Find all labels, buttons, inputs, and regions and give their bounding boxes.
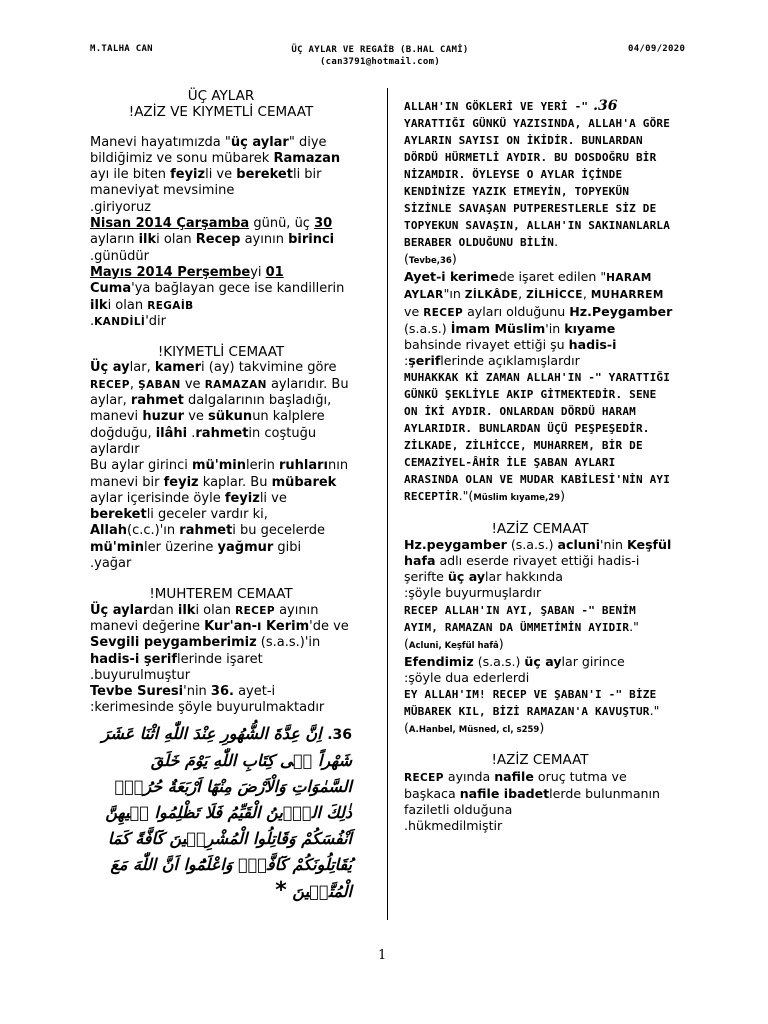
text-run: üç ay xyxy=(524,653,562,669)
paragraph-date-2 xyxy=(90,265,352,330)
text-run: i olan xyxy=(107,297,148,313)
text-run: Mayıs 2014 Perşembe xyxy=(90,264,251,280)
text-run: dalgalarının başladığı, manevi xyxy=(90,393,332,425)
text-run: (s.a.s.)'in xyxy=(256,635,321,651)
paragraph-muminler xyxy=(90,458,352,572)
text-run: 'in xyxy=(545,320,565,336)
section-title-kiymetli: !KIYMETLİ CEMAAT xyxy=(157,344,285,361)
text-run: : xyxy=(404,353,409,369)
text-run: lar girince xyxy=(561,653,625,669)
paragraph-haram-aylar xyxy=(404,269,676,369)
text-run: bereket xyxy=(90,507,147,523)
text-run: kıyame xyxy=(564,320,616,336)
text-run: i bu gecelerde xyxy=(232,523,326,539)
text-run: huzur xyxy=(142,409,185,425)
hadith-recep-allah xyxy=(404,602,676,654)
header-email: (can3791@hotmail.com) xyxy=(319,57,441,67)
text-run: REGAİB xyxy=(147,299,194,312)
text-run: ."( xyxy=(404,703,660,736)
text-run: Manevi hayatımızda " xyxy=(90,134,231,150)
text-run: .hükmedilmiştir xyxy=(404,818,503,834)
header-date: 04/09/2020 xyxy=(628,44,686,54)
text-run: li ve xyxy=(259,490,287,506)
text-run: . xyxy=(90,313,95,329)
text-run: Ayet-i kerime xyxy=(404,269,499,285)
right-column xyxy=(404,88,676,834)
text-run: sükun xyxy=(208,409,253,425)
text-run: Kur'an-ı Kerim xyxy=(204,618,310,634)
text-run: lerde bulunmanın faziletli olduğuna xyxy=(404,785,661,818)
text-run: i olan xyxy=(156,232,196,248)
text-run: Allah xyxy=(90,523,128,539)
text-run: Efendimiz xyxy=(404,653,474,669)
text-run: .yağar xyxy=(90,556,132,572)
text-run: . xyxy=(554,234,559,249)
text-run: yağmur xyxy=(217,539,274,555)
text-run: in coştuğu aylardır xyxy=(90,425,317,457)
text-run: Recep xyxy=(195,232,241,248)
text-run: ayları olduğunu xyxy=(463,303,570,319)
text-run: gibi xyxy=(273,539,302,555)
verse-translation xyxy=(404,98,676,269)
text-run: lerinde işaret .buyurulmuştur xyxy=(90,651,263,683)
text-run: (s.a.s.) xyxy=(473,653,525,669)
paragraph-efendimiz xyxy=(404,654,676,686)
text-run: ve xyxy=(180,376,205,392)
paragraph-nafile xyxy=(404,769,676,835)
text-run: Sevgili peygamberimiz xyxy=(90,635,257,651)
text-run: :kerimesinde şöyle buyurulmaktadır xyxy=(90,700,325,716)
text-run: MUHAKKAK Kİ ZAMAN ALLAH'IN -" YARATTIĞI GÜNKÜ ŞEKLİYLE AKIP GİTMEKTEDİR. SENE ON İKİ AYDIR. ONLARDAN DÖRDÜ HARAM AYLARIDIR. BUNLARDAN ÜÇÜ PEŞPEŞEDİR. ZİLKADE, ZİLHİCCE, MUHARREM, BİR DE CEMAZİYEL-ÂHİR İLE ŞABAN AYLARI ARASINDA OLAN VE MUDAR KABİLESİ'NİN AYI RECEPTİR xyxy=(404,371,671,504)
text-run: (s.a.s.) xyxy=(506,536,558,552)
paragraph-tevbe xyxy=(90,684,352,717)
text-run: Hz.Peygamber xyxy=(569,303,673,319)
text-run: aylar içerisinde öyle xyxy=(90,490,225,506)
text-run: Ramazan xyxy=(273,150,341,166)
text-run: ) xyxy=(498,635,504,651)
text-run: oruç tutma ve başkaca xyxy=(404,768,627,801)
text-run: üç ay xyxy=(447,569,486,585)
text-run: "ın xyxy=(443,286,465,302)
text-run: kaplar. Bu xyxy=(198,474,272,490)
paragraph-intro xyxy=(90,135,352,216)
section-title-aziz-3: !AZİZ CEMAAT xyxy=(491,752,589,769)
left-column xyxy=(90,88,352,905)
text-run: ) xyxy=(539,720,545,736)
paragraph-recep xyxy=(90,603,352,684)
text-run: ayının xyxy=(240,232,289,248)
text-run: ve xyxy=(184,409,209,425)
text-run: ayı ile biten xyxy=(90,167,171,183)
section-title-muhterem: !MUHTEREM CEMAAT xyxy=(149,586,293,603)
text-run: ruhları xyxy=(278,458,328,474)
text-run: acluni xyxy=(557,536,601,552)
text-run: 'de ve xyxy=(309,618,349,634)
text-run: . xyxy=(187,425,196,441)
citation: Acluni, Keşfül hafâ xyxy=(408,640,499,651)
text-run: Keşfül hafa xyxy=(404,536,672,569)
text-run: dan xyxy=(149,602,178,618)
text-run: .günüdür xyxy=(90,248,149,264)
text-run: RECEP xyxy=(423,306,464,319)
text-run: ) xyxy=(560,488,565,504)
text-run: rahmet xyxy=(195,425,249,441)
text-run: feyiz xyxy=(170,167,206,183)
text-run: mübarek xyxy=(271,474,337,490)
text-run: ilk xyxy=(138,232,157,248)
text-run: RECEP xyxy=(90,378,130,391)
text-run: ) xyxy=(451,251,457,266)
text-run: RECEP xyxy=(404,771,444,784)
text-run: ayında xyxy=(443,768,495,784)
text-run: lar hakkında xyxy=(485,569,563,585)
text-run: mü'min xyxy=(90,539,145,555)
text-run: i olan xyxy=(195,602,236,618)
text-run: 'nin xyxy=(183,684,211,700)
text-run: KANDİLİ xyxy=(94,315,146,328)
citation: A.Hanbel, Müsned, cl, s259 xyxy=(408,725,540,736)
paragraph-uc-aylar xyxy=(90,360,352,458)
text-run: ."( xyxy=(458,488,474,504)
text-run: Bu aylar girinci xyxy=(90,458,192,474)
section-title-aziz-2: !AZİZ CEMAAT xyxy=(491,520,589,537)
text-run: 'dir xyxy=(145,313,167,329)
text-run: ZİLKÂDE xyxy=(464,289,519,302)
text-run: (c.c.)'ın xyxy=(127,523,180,539)
text-run: ler üzerine xyxy=(144,539,218,555)
text-run: 'ya bağlayan gece ise kandillerin xyxy=(131,281,345,297)
section-title-aziz: !AZİZ VE KIYMETLİ CEMAAT xyxy=(128,104,314,121)
text-run: Üç aylar xyxy=(90,602,150,618)
text-run: bahsinde rivayet ettiği şu xyxy=(404,337,569,353)
text-run: ayının manevi değerine xyxy=(90,602,319,634)
arabic-verse xyxy=(90,721,352,905)
text-run: RECEP xyxy=(235,604,275,617)
text-run: ŞABAN xyxy=(138,378,181,391)
page-number: 1 xyxy=(378,948,387,963)
text-run: RECEP ALLAH'IN AYI, ŞABAN -" BENİM AYIM, RAMAZAN DA ÜMMETİMİN AYIDIR xyxy=(404,603,636,634)
text-run: ( xyxy=(404,251,409,266)
header-title-block xyxy=(285,44,475,68)
text-run: EY ALLAH'IM! RECEP VE ŞABAN'I -" BİZE MÜBAREK KIL, BİZİ RAMAZAN'A KAVUŞTUR xyxy=(404,688,657,719)
text-run: feyiz xyxy=(224,490,260,506)
text-run: , xyxy=(129,376,139,392)
text-run: ilâhi xyxy=(155,425,188,441)
text-run: Üç ay xyxy=(90,360,130,376)
text-run: nafile ibadet xyxy=(459,785,550,801)
text-run: 01 xyxy=(265,264,284,280)
text-run: ALLAH'IN GÖKLERİ VE YERİ -" xyxy=(404,100,589,113)
text-run: Cuma xyxy=(90,281,132,297)
text-run: ilk xyxy=(90,297,108,313)
main-title: ÜÇ AYLAR xyxy=(187,88,255,104)
text-run: i (ay) takvimine göre xyxy=(201,360,337,376)
text-run: hadis-i şerif xyxy=(90,651,177,667)
text-run: nafile xyxy=(494,768,534,784)
citation: Tevbe,36 xyxy=(408,256,452,266)
text-run: feyiz xyxy=(163,474,199,490)
text-run: ve xyxy=(404,303,424,319)
text-run: lar, xyxy=(129,360,155,376)
text-run: ZİLHİCCE xyxy=(526,289,583,302)
text-run: 'nin xyxy=(600,536,627,552)
text-run: aylarıdır. Bu aylar, xyxy=(90,376,349,409)
hadith-dua xyxy=(404,686,676,738)
arabic-verse-text: اِنَّ عِدَّةَ الشُّهُورِ عِنْدَ اللّٰهِ اثْنَا عَشَرَ شَهْراً فٖى كِتَابِ اللّٰهِ يَوْمَ خَلَقَ السَّمٰوَاتِ وَالْاَرْضَ مِنْهَٓا اَرْبَعَةٌ حُرُمٌۜ ذٰلِكَ الدّٖينُ الْقَيِّمُ فَلَا تَظْلِمُوا فٖيهِنَّ اَنْفُسَكُمْ وَقَاتِلُوا الْمُشْرِكٖينَ كَٓافَّةً كَمَا يُقَاتِلُونَكُمْ كَٓافَّةًۜ وَاعْلَمُٓوا اَنَّ اللّٰهَ مَعَ الْمُتَّقٖينَ xyxy=(101,723,352,901)
text-run: Nisan 2014 Çarşamba xyxy=(90,216,250,232)
text-run: şerif xyxy=(408,353,441,369)
text-run: mü'min xyxy=(191,458,247,474)
text-run: .giriyoruz xyxy=(90,199,152,215)
paragraph-date-1 xyxy=(90,216,352,265)
text-run: lerin xyxy=(246,458,279,474)
text-run: lerinde açıklamışlardır xyxy=(440,353,580,369)
text-run: İmam Müslim xyxy=(450,320,546,336)
text-run: ayların xyxy=(90,232,139,248)
star-icon: * xyxy=(275,877,287,903)
text-run: HARAM AYLAR xyxy=(404,272,652,302)
paragraph-acluni xyxy=(404,537,676,602)
text-run: hadis-i xyxy=(568,337,617,353)
text-run: :şöyle buyurmuşlardır xyxy=(404,585,542,601)
text-run: günü, üç xyxy=(249,216,315,232)
text-run: MUHARREM xyxy=(590,289,664,302)
text-run: YARATTIĞI GÜNKÜ YAZISINDA, ALLAH'A GÖRE AYLARIN SAYISI ON İKİDİR. BUNLARDAN DÖRDÜ HÜRMETLİ AYDIR. BU DOSDOĞRU BİR NİZAMDIR. ÖYLEYSE O AYLAR İÇİNDE KENDİNİZE YAZIK ETMEYİN, TOPYEKÜN SİZİNLE SAVAŞAN PUTPERESTLERLE SİZ DE TOPYEKUN SAVAŞIN, ALLAH'IN SAKINANLARLA BERABER OLDUĞUNU BİLİN xyxy=(404,117,671,249)
text-run: Hz.peygamber xyxy=(404,536,507,552)
text-run: rahmet xyxy=(130,393,184,409)
text-run: nın manevi bir xyxy=(90,458,349,490)
text-run: .36 xyxy=(588,98,618,114)
arabic-verse-number: 36. xyxy=(327,726,352,743)
text-run: (s.a.s.) xyxy=(404,320,451,336)
text-run: li bir maneviyat mevsimine xyxy=(90,167,322,199)
column-divider xyxy=(387,88,388,920)
text-run: de işaret edilen " xyxy=(498,269,607,285)
text-run: üç aylar xyxy=(230,134,289,150)
text-run: li geceler vardır ki, xyxy=(146,507,268,523)
text-run: ilk xyxy=(177,602,196,618)
header-author: M.TALHA CAN xyxy=(90,44,153,54)
text-run: :şöyle dua ederlerdi xyxy=(404,670,530,686)
text-run: " diye bildiğimiz ve sonu mübarek xyxy=(90,134,327,166)
text-run: Tevbe Suresi xyxy=(90,684,184,700)
citation: Müslim kıyame,29 xyxy=(473,493,561,504)
text-run: ayet-i xyxy=(233,684,276,700)
text-run: RAMAZAN xyxy=(204,378,267,391)
header-title: ÜÇ AYLAR VE REGAİB (B.HAL CAMİ) xyxy=(291,45,469,55)
text-run: 30 xyxy=(314,216,333,232)
hadith-muslim xyxy=(404,369,676,506)
text-run: un kalplere doğduğu, xyxy=(90,409,325,441)
text-run: li ve xyxy=(205,167,237,183)
text-run: ."( xyxy=(404,618,639,651)
text-run: , xyxy=(582,286,591,302)
text-run: yi xyxy=(250,264,266,280)
text-run: , xyxy=(518,286,527,302)
text-run: adlı eserde rivayet ettiği hadis-i şerifte xyxy=(404,553,640,585)
text-run: kamer xyxy=(154,360,202,376)
text-run: bereket xyxy=(236,167,293,183)
text-run: 36. xyxy=(210,684,234,700)
text-run: rahmet xyxy=(179,523,233,539)
text-run: birinci xyxy=(288,232,335,248)
